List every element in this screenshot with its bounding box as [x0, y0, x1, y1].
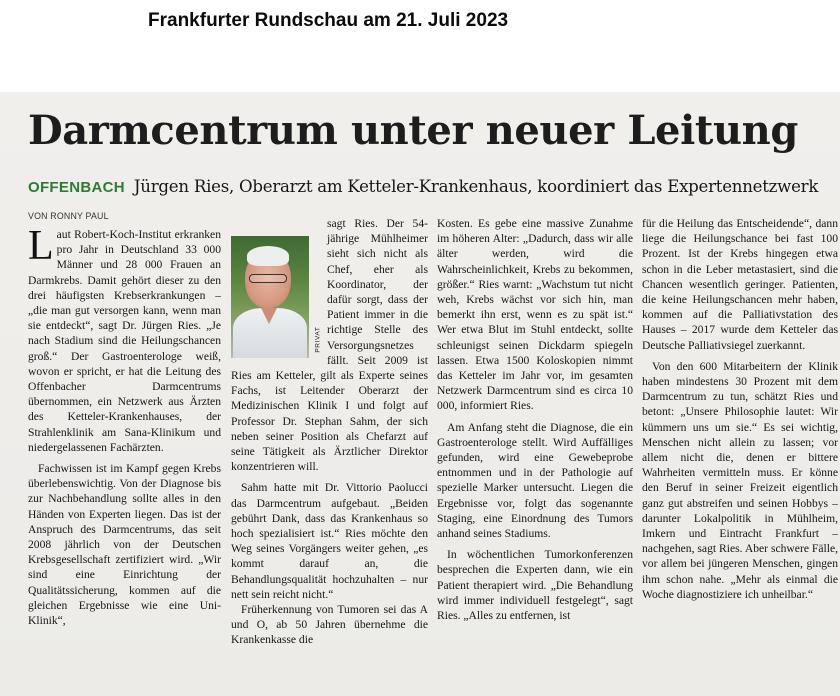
portrait-photo: [231, 236, 309, 358]
article-paragraph: für die Heilung das Entscheidende“, dann liege die Heilungschance bei fast 100 Prozent. Ist der Krebs hingegen etwa schon in die Leber metastasiert, sind die Chancen wesentlich geringer. Patienten, die keine Heilungschancen mehr haben, kommen auf die Palliativstation des Hauses – 2017 wurde dem Ketteler das Deutsche Palliativsiegel zuerkannt.: [642, 217, 838, 352]
photo-credit: [315, 236, 323, 358]
article-column-2: [231, 216, 428, 696]
article-paragraph: [28, 227, 221, 455]
article-subheadline-row: [28, 176, 840, 199]
article-column-1: [28, 227, 221, 696]
article-headline: Darmcentrum unter neuer Leitung: [28, 107, 798, 154]
article-paragraph: Sahm hatte mit Dr. Vittorio Paolucci das Darmcentrum aufgebaut. „Beiden gebührt Dank, dass das Krankenhaus so hoch spezialisiert ist.“ Ries möchte den Weg seines Vorgängers weiter gehen, „es kommt darauf an, die Behandlungsqualität hochzuhalten – nur nett sein reicht nicht.“: [231, 481, 428, 601]
newspaper-clipping: [0, 92, 840, 696]
caption-title: Frankfurter Rundschau am 21. Juli 2023: [148, 10, 509, 31]
article-paragraph: sagt Ries. Der 54-jährige Mühlheimer sieht sich nicht als Chef, eher als Koordinator, der dafür sorgt, dass der Patient immer in die richtige Stelle des Versorgungsnetzes fällt. Seit 2009 ist Ries am Ketteler, gilt als Experte seines Fachs, ist Leitender Oberarzt der Medizinischen Klinik I und folgt auf Professor Dr. Stephan Sahm, der sich neben seiner Position als Chefarzt auf seine Tätigkeit als Ärztlicher Direktor konzentrieren will.: [231, 217, 428, 474]
article-paragraph: Kosten. Es gebe eine massive Zunahme im höheren Alter: „Dadurch, dass wir alle älter werden, wird die Wahrscheinlichkeit, Krebs zu bekommen, größer.“ Ries warnt: „Wachstum tut nicht weh, Krebs wächst vor sich hin, man bemerkt ihn erst, wenn es zu spät ist.“ Wer etwa Blut im Stuhl entdeckt, sollte schleunigst seinen Dickdarm spiegeln lassen. Etwa 1500 Koloskopien nimmt das Ketteler im Jahr vor, im gesamten Netzwerk Darmcentrum sind es circa 10 000, informiert Ries.: [437, 217, 633, 413]
photo-credit-text: PRIVAT: [314, 326, 322, 353]
drop-cap: L: [28, 227, 54, 269]
article-paragraph: Früherkennung von Tumoren sei das A und O, ab 50 Jahren übernehme die Krankenkasse die: [231, 603, 428, 647]
image-caption-area: [0, 0, 840, 92]
photo-hair: [247, 246, 289, 266]
article-column-4: [642, 216, 838, 696]
article-byline: VON RONNY PAUL: [28, 211, 109, 221]
article-column-3: [437, 216, 633, 696]
article-paragraph: Am Anfang steht die Diagnose, die ein Gastroenterologe stellt. Wird Auffälliges gefunden, wird eine Gewebeprobe entnommen und in der Pathologie auf spezielle Marker untersucht. Liegen die Ergebnisse vor, folgt das sogenannte Staging, eine Einordnung des Tumors anhand seines Stadiums.: [437, 420, 633, 541]
article-paragraph: Fachwissen ist im Kampf gegen Krebs überlebenswichtig. Von der Diagnose bis zur Nachbehandlung sollte alles in den Händen von Experten liegen. Das ist der Anspruch des Darmcentrums, das seit 2008 jährlich von der Deutschen Krebsgesellschaft zertifiziert wird. „Wir sind eine Einrichtung der Qualitätssicherung, kommen auf die gleichen Ergebnisse wie eine Uni-Klinik“,: [28, 462, 221, 628]
article-paragraph: In wöchentlichen Tumorkonferenzen besprechen die Experten dann, wie ein Patient therapiert wird. „Die Behandlung wird immer individuell festgelegt“, sagt Ries. „Alles zu entfernen, ist: [437, 548, 633, 623]
article-dateline: OFFENBACH: [28, 179, 125, 196]
paragraph-text: aut Robert-Koch-Institut erkranken pro Jahr in Deutschland 33 000 Männer und 28 000 Frauen an Darmkrebs. Damit gehört dieser zu den drei häufigsten Krebserkrankungen – „die man gut versorgen kann, wenn man sie entdeckt“, sagt Dr. Jürgen Ries. „Je nach Stadium sind die Heilungschancen groß.“ Der Gastroenterologe weiß, wovon er spricht, er hat die Leitung des Offenbacher Darmcentrums übernommen, ein Netzwerk aus Ärzten des Ketteler-Krankenhauses, der Strahlenklinik am Sana-Klinikum und niedergelassenen Fachärzten.: [28, 228, 221, 454]
article-paragraph: Von den 600 Mitarbeitern der Klinik haben mindestens 30 Prozent mit dem Darmcentrum zu tun, schätzt Ries und betont: „Unsere Philosophie lautet: Wir kümmern uns um sie.“ Es sei wichtig, Menschen nicht allein zu lassen; vor allem nicht die, denen er bittere Wahrheiten vermitteln muss. Er könne den Beruf in seiner Freizeit eigentlich ganz gut abstreifen und seinen Hobbys – darunter Lokalpolitik in Mühlheim, Imkern und Eintracht Frankfurt – nachgehen, sagt Ries. Aber schwere Fälle, vor allem bei jüngeren Menschen, gingen ihm schon nahe. „Mehr als einmal die Woche diagnostiziere ich unheilbar.“: [642, 359, 838, 601]
photo-glasses: [249, 274, 287, 283]
article-subheadline: Jürgen Ries, Oberarzt am Ketteler-Krankenhaus, koordiniert das Expertennetzwerk: [133, 177, 819, 196]
